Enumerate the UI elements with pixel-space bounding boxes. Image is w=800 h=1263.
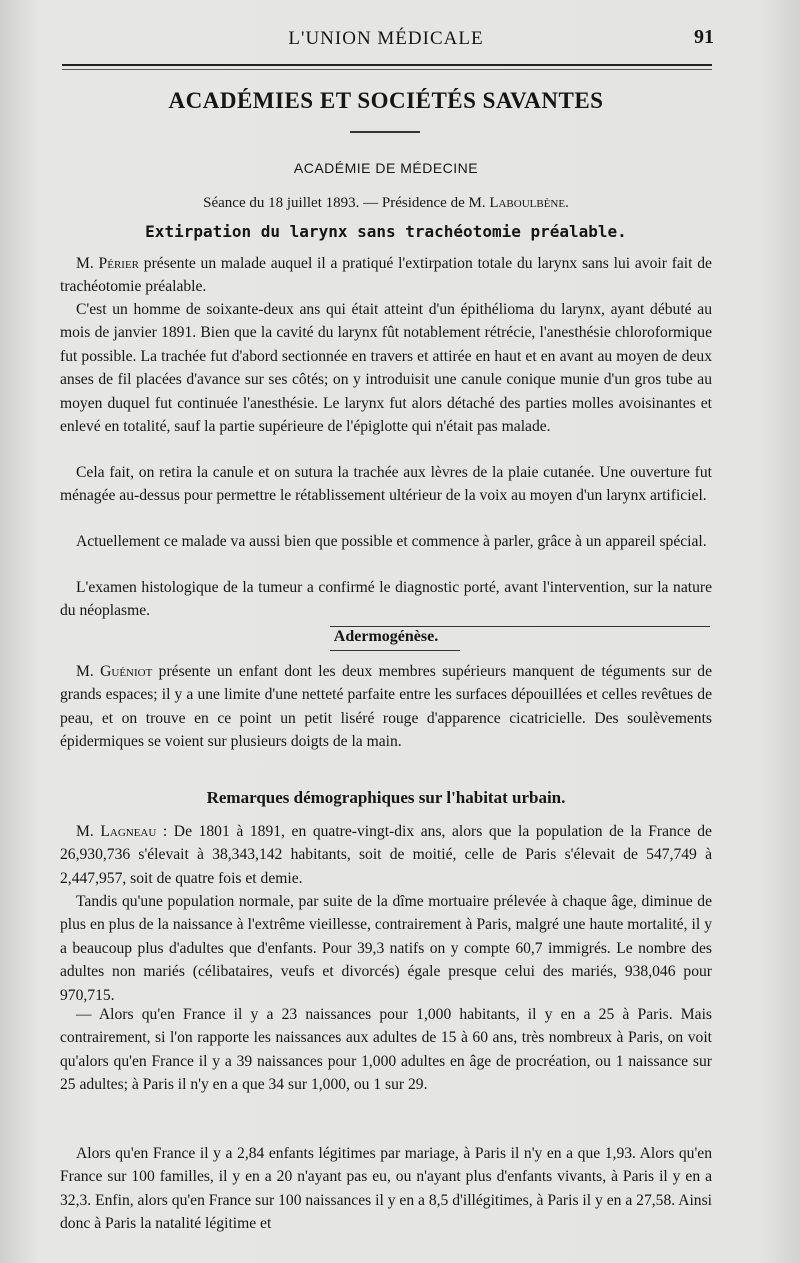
article-title: Remarques démographiques sur l'habitat urbain.: [206, 788, 566, 807]
paragraph-text: présente un malade auquel il a pratiqué l'extirpation totale du larynx sans lui avoir fait de trachéotomie préalable.: [60, 255, 712, 296]
paragraph: C'est un homme de soixante-deux ans qui était atteint d'un épithélioma du larynx, ayant débuté au mois de janvier 1891. Bien que la cavité du larynx fût notablement rétrécie, l'anesthésie chloroformique fut possible. La trachée fut d'abord sectionnée en travers et attirée en haut et en avant au moyen de deux anses de fil placées d'avance sur ses côtés; on y introduisit une canule conique munie d'un gros tube au moyen duquel fut continuée l'anesthésie. Le larynx fut alors détaché des parties molles avoisinantes et enlevé en totalité, sauf la partie supérieure de l'épiglotte qui n'était pas malade.: [60, 301, 712, 436]
page-number: 91: [694, 26, 714, 48]
section-title: ACADÉMIES ET SOCIÉTÉS SAVANTES: [168, 88, 604, 113]
paragraph: [60, 252, 712, 299]
seance-line: [60, 195, 712, 212]
paragraph-text: : De 1801 à 1891, en quatre-vingt-dix ans, alors que la population de la France de 26,930,736 s'élevait à 38,343,142 habitants, soit de moitié, celle de Paris s'élevait de 547,749 à 2,447,957, soit de quatre fois et demie.: [60, 823, 712, 887]
seance-president: Laboulbène.: [489, 195, 569, 211]
paragraph: [60, 820, 712, 890]
paragraph: Tandis qu'une population normale, par suite de la dîme mortuaire prélevée à chaque âge, diminue de plus en plus de la naissance à l'extrême vieillesse, contrairement à Paris, malgré une haute mortalité, il y a beaucoup plus d'adultes que d'enfants. Pour 39,3 natifs on y compte 60,7 immigrés. Le nombre des adultes non mariés (célibataires, veufs et divorcés) égale presque celui des mariés, 938,046 pour 970,715.: [60, 893, 712, 1004]
article-title: Adermogénèse.: [333, 628, 439, 645]
speaker-name: M. Lagneau: [76, 823, 157, 840]
section-divider: [350, 131, 420, 133]
title-underline: [330, 650, 460, 651]
running-title: L'UNION MÉDICALE: [288, 28, 484, 49]
paragraph: L'examen histologique de la tumeur a confirmé le diagnostic porté, avant l'intervention, sur la nature du néoplasme.: [60, 579, 712, 620]
paragraph: Actuellement ce malade va aussi bien que possible et commence à parler, grâce à un appareil spécial.: [76, 533, 707, 550]
title-rule: [330, 626, 710, 627]
paragraph: [60, 660, 712, 754]
paragraph: — Alors qu'en France il y a 23 naissances pour 1,000 habitants, il y en a 25 à Paris. Mais contrairement, si l'on rapporte les naissances aux adultes de 15 à 60 ans, très nombreux à Paris, on voit qu'alors qu'en France il y a 39 naissances pour 1,000 adultes en âge de procréation, ou 1 naissance sur 25 adultes; à Paris il n'y en a que 34 sur 1,000, ou 1 sur 29.: [60, 1006, 712, 1094]
article-title: Extirpation du larynx sans trachéotomie préalable.: [145, 222, 627, 241]
speaker-name: M. Périer: [76, 255, 139, 272]
speaker-name: M. Guéniot: [76, 663, 153, 680]
header-rule-thin: [62, 69, 712, 70]
seance-text: Séance du 18 juillet 1893. — Présidence de M.: [203, 195, 486, 211]
page-header: [60, 28, 712, 54]
header-rule: [62, 64, 712, 66]
paragraph: Alors qu'en France il y a 2,84 enfants légitimes par mariage, à Paris il n'y en a que 1,93. Alors qu'en France sur 100 familles, il y en a 20 n'ayant pas eu, ou n'ayant plus d'enfants vivants, à Paris il y en a 32,3. Enfin, alors qu'en France sur 100 naissances il y en a 8,5 d'illégitimes, à Paris il y en a 27,58. Ainsi donc à Paris la natalité légitime et: [60, 1145, 712, 1233]
paragraph-text: présente un enfant dont les deux membres supérieurs manquent de téguments sur de grands espaces; il y a une limite d'une netteté parfaite entre les surfaces dépouillées et celles revêtues de peau, et on trouve en ce point un petit liséré rouge d'apparence cicatricielle. Des soulèvements épidermiques se voient sur plusieurs doigts de la main.: [60, 663, 713, 751]
paragraph: Cela fait, on retira la canule et on sutura la trachée aux lèvres de la plaie cutanée. Une ouverture fut ménagée au-dessus pour permettre le rétablissement ultérieur de la voix au moyen d'un larynx artificiel.: [60, 464, 712, 505]
academy-heading: ACADÉMIE DE MÉDECINE: [293, 160, 479, 176]
